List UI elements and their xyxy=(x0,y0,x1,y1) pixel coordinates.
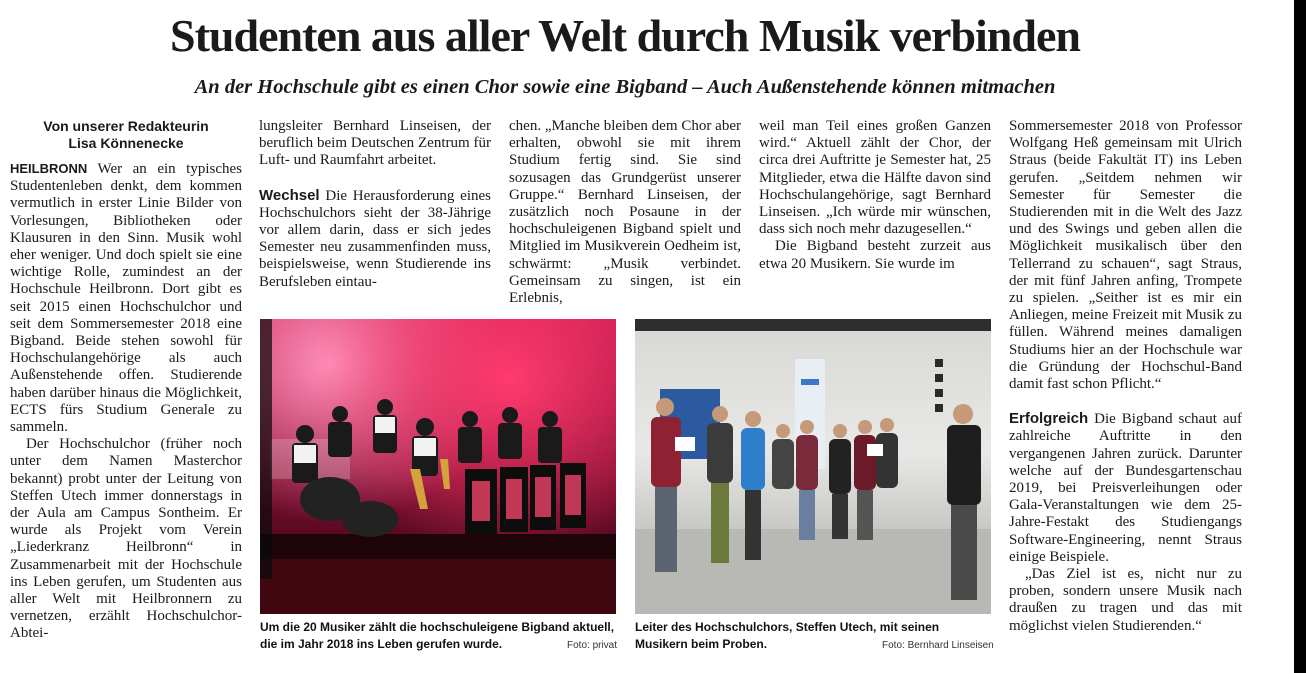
paragraph: Der Hochschulchor (früher noch unter dem Namen Masterchor bekannt) probt unter der Leitung von Steffen Utech immer donnerstags in der Aula am Campus Sontheim. Er wurde als Projekt vom Verein „Liederkranz Heilbronn“ in Zusammenarbeit mit der Hochschule ins Leben gerufen, um Studenten aus aller Welt mit Heilbronnern zu vernetzen, erzählt Hochschulchor-Abtei- xyxy=(10,436,242,642)
dateline: HEILBRONN xyxy=(10,161,88,176)
choir-photo xyxy=(635,319,991,614)
paragraph xyxy=(259,187,491,291)
headline: Studenten aus aller Welt durch Musik verbinden xyxy=(170,10,1080,61)
paragraph-text: Die Bigband schaut auf zahlreiche Auftritte in den vergangenen Jahren zurück. Darunter welche auf der Bundesgartenschau 2019, bei Preisverleihungen oder Gala-Veranstaltungen wie dem 25-Jahre-Festakt des Studiengangs Software-Engineering, nennt Straus einige Beispiele. xyxy=(1009,411,1242,565)
subheadline: An der Hochschule gibt es einen Chor sowie eine Bigband – Auch Außenstehende können mitmachen xyxy=(194,76,1056,98)
paragraph xyxy=(10,160,242,436)
article-column-2 xyxy=(259,118,491,291)
section-heading: Erfolgreich xyxy=(1009,410,1089,428)
byline-author: Lisa Könnenecke xyxy=(68,135,184,151)
bigband-photo xyxy=(260,319,616,614)
choir-illustration xyxy=(635,319,991,614)
paragraph xyxy=(1009,410,1242,566)
bigband-photo-credit: Foto: privat xyxy=(567,640,618,651)
paragraph: weil man Teil eines großen Ganzen wird.“ Aktuell zählt der Chor, der circa drei Auftritte je Semester hat, 25 Mitglieder, etwa die Hälfte davon sind Hochschulangehörige, sagt Bernhard Linseisen. „Ich würde mir wünschen, dass sich noch mehr dazugesellen.“ xyxy=(759,118,991,238)
paragraph-text: Wer an ein typisches Studentenleben denkt, dem kommen vermutlich in erster Linie Bilder von Vorlesungen, Bibliotheken oder Klausuren in den Sinn. Musik wohl eher weniger. Und doch spielt sie eine wichtige Rolle, zumindest an der Hochschule Heilbronn. Dort gibt es seit 2015 einen Hochschulchor und seit dem Sommersemester 2018 eine Bigband. Beide stehen sowohl für Hochschulangehörige als auch Außenstehende offen. Studierende haben darüber hinaus die Möglichkeit, ECTS fürs Studium Generale zu sammeln. xyxy=(10,161,242,436)
paragraph: lungsleiter Bernhard Linseisen, der beruflich beim Deutschen Zentrum für Luft- und Raumfahrt arbeitet. xyxy=(259,118,491,169)
article-column-4 xyxy=(759,118,991,273)
article-column-1 xyxy=(10,118,242,643)
scan-border xyxy=(1294,0,1306,673)
section-heading: Wechsel xyxy=(259,186,320,204)
paragraph: chen. „Manche bleiben dem Chor aber erhalten, obwohl sie mit ihrem Studium fertig sind. Sie sind sozusagen das Grundgerüst unserer Gruppe.“ Bernhard Linseisen, der zusätzlich noch Posaune in der hochschuleigenen Bigband spielt und Mitglied im Musikverein Oedheim ist, schwärmt: „Musik verbindet. Gemeinsam zu singen, ist ein Erlebnis, xyxy=(509,118,741,307)
bigband-photo-caption: Um die 20 Musiker zählt die hochschuleigene Bigband aktuell, die im Jahr 2018 ins Leben gerufen wurde. xyxy=(260,620,615,651)
choir-photo-credit: Foto: Bernhard Linseisen xyxy=(882,640,994,651)
choir-photo-caption: Leiter des Hochschulchors, Steffen Utech, mit seinen Musikern beim Proben. xyxy=(635,620,940,651)
byline xyxy=(10,118,242,152)
article-column-3 xyxy=(509,118,741,307)
article-column-5 xyxy=(1009,118,1242,635)
byline-role: Von unserer Redakteurin xyxy=(43,118,209,134)
paragraph: Die Bigband besteht zurzeit aus etwa 20 Musikern. Sie wurde im xyxy=(759,238,991,272)
paragraph: „Das Ziel ist es, nicht nur zu proben, sondern unsere Musik nach draußen zu tragen und das mit möglichst vielen Studierenden.“ xyxy=(1009,566,1242,634)
paragraph: Sommersemester 2018 von Professor Wolfgang Heß gemeinsam mit Ulrich Straus (beide Fakultät IT) ins Leben gerufen. „Seitdem nehmen wir Semester für Semester die Studierenden mit in die Welt des Jazz und des Swings und geben allen die Möglichkeit musikalisch über den Tellerrand zu schauen“, sagt Straus, der mit fünf Jahren anfing, Trompete zu spielen. „Seither ist es mir ein Anliegen, meine Freizeit mit Musik zu füllen. Während meines damaligen Studiums hier an der Hochschule war die Gründung der Hochschul-Band damit fast schon Pflicht.“ xyxy=(1009,118,1242,393)
paragraph-text: Die Herausforderung eines Hochschulchors sieht der 38-Jährige vor allem darin, dass er sich jedes Semester neu zusammenfinden muss, beispielsweise, wenn Studierende ins Berufsleben eintau- xyxy=(259,187,491,290)
bigband-illustration xyxy=(260,319,616,614)
